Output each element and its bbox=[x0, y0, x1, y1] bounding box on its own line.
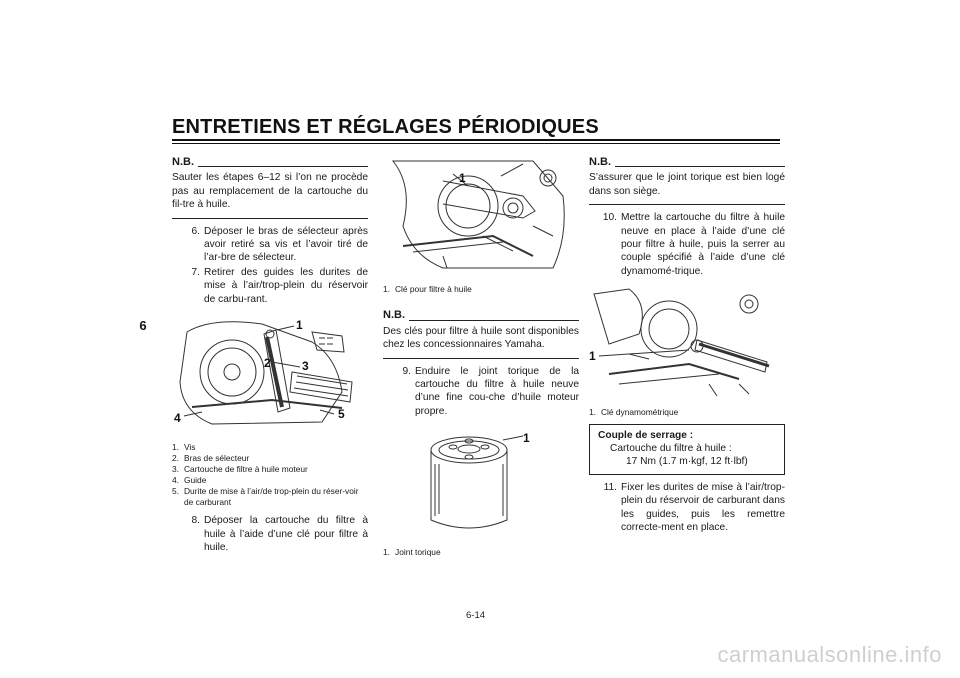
callout-5: 5 bbox=[338, 407, 345, 422]
nb-label: N.B. bbox=[172, 156, 194, 168]
callout-1: 1 bbox=[523, 431, 530, 446]
figure-legend: 1. Vis 2. Bras de sélecteur 3. Cartouche de filtre à huile moteur 4. Guide 5. Durite de mise à l’air/de trop-plein du réser-voir de carburant bbox=[172, 442, 359, 508]
callout-4: 4 bbox=[174, 411, 181, 426]
figure-legend: 1. Clé pour filtre à huile bbox=[383, 284, 472, 295]
nb-text: Sauter les étapes 6–12 si l’on ne procède pas au remplacement de la cartouche du fil-tre à huile. bbox=[172, 172, 368, 211]
torque-item: Cartouche du filtre à huile : bbox=[610, 443, 732, 455]
nb-heading bbox=[172, 156, 368, 169]
nb-heading bbox=[383, 309, 579, 322]
column-2 bbox=[383, 156, 579, 558]
nb-label: N.B. bbox=[383, 309, 405, 322]
callout-3: 3 bbox=[302, 359, 309, 374]
nb-text: S’assurer que le joint torique est bien logé dans son siège. bbox=[589, 172, 785, 197]
column-1 bbox=[172, 156, 368, 555]
nb-end-rule bbox=[589, 204, 785, 205]
callout-1: 1 bbox=[296, 318, 303, 333]
callout-2: 2 bbox=[264, 356, 271, 371]
step-7: 7. Retirer des guides les durites de mise à l’air/trop-plein du réservoir de carbu-rant. bbox=[191, 266, 368, 305]
torque-spec-box bbox=[589, 424, 785, 475]
callout-1: 1 bbox=[589, 349, 596, 364]
callout-1: 1 bbox=[459, 171, 466, 185]
title-rule-thin bbox=[172, 143, 780, 144]
step-11: 11. Fixer les durites de mise à l’air/trop-plein du réservoir de carburant dans les guides, puis les remettre correcte-ment en place. bbox=[603, 481, 785, 534]
nb-end-rule bbox=[383, 358, 579, 359]
nb-text: Des clés pour filtre à huile sont disponibles chez les concessionnaires Yamaha. bbox=[383, 325, 579, 351]
figure-torque-wrench bbox=[589, 284, 779, 396]
chapter-tab: 6 bbox=[139, 318, 147, 333]
page-number: 6-14 bbox=[466, 610, 486, 621]
title-rule bbox=[172, 139, 780, 141]
figure-legend: 1. Clé dynamométrique bbox=[589, 406, 679, 417]
nb-label: N.B. bbox=[589, 156, 611, 168]
step-10: 10. Mettre la cartouche du filtre à huile neuve en place à l’aide d’une clé pour filtre à huile, puis la serrer au couple spécifié à l’aide d’une clé dynamomé-trique. bbox=[602, 212, 785, 277]
figure-shift-arm bbox=[172, 312, 362, 432]
figure-oil-filter bbox=[383, 424, 573, 536]
torque-value: 17 Nm (1.7 m·kgf, 12 ft·lbf) bbox=[626, 456, 748, 468]
watermark: carmanualsonline.info bbox=[717, 642, 942, 667]
page-title: ENTRETIENS ET RÉGLAGES PÉRIODIQUES bbox=[172, 116, 599, 138]
step-8: 8. Déposer la cartouche du filtre à huile à l’aide d’une clé pour filtre à huile. bbox=[191, 515, 368, 554]
nb-end-rule bbox=[172, 218, 368, 219]
column-3 bbox=[589, 156, 785, 535]
nb-heading bbox=[589, 156, 785, 169]
step-6: 6. Déposer le bras de sélecteur après avoir retiré sa vis et l’avoir tiré de l’ar-bre de sélecteur. bbox=[191, 225, 368, 264]
torque-title: Couple de serrage : bbox=[598, 429, 694, 441]
step-9: 9. Enduire le joint torique de la cartouche du filtre à huile neuve d’une fine cou-che d’huile moteur propre. bbox=[402, 365, 579, 417]
figure-legend: 1. Joint torique bbox=[383, 546, 441, 557]
figure-filter-wrench bbox=[383, 156, 573, 274]
